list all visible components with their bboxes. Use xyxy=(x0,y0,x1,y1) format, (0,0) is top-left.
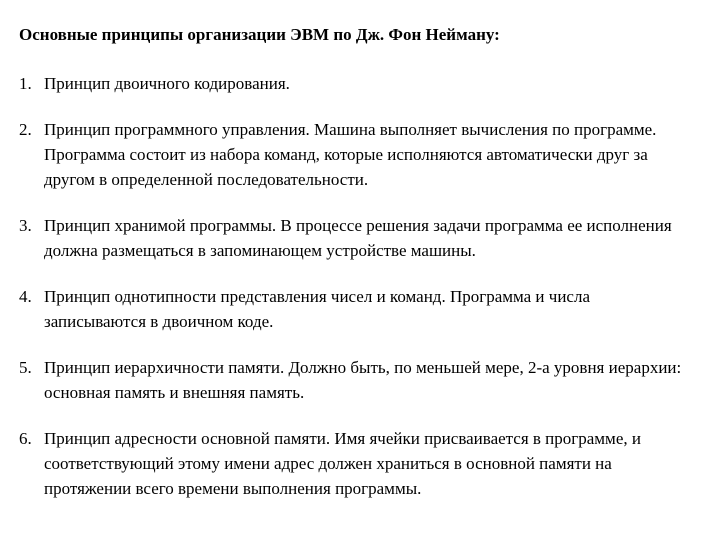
principle-number: 1. xyxy=(19,74,32,93)
principle-item-3 xyxy=(19,213,692,263)
principle-text: Принцип однотипности представления чисел и команд. Программа и числа записываются в двоичном коде. xyxy=(44,287,591,331)
principle-item-4 xyxy=(19,284,692,334)
document-title: Основные принципы организации ЭВМ по Дж. Фон Нейману: xyxy=(19,25,500,44)
principle-number: 5. xyxy=(19,358,32,377)
principle-item-2 xyxy=(19,117,692,192)
principle-text: Принцип двоичного кодирования. xyxy=(44,74,290,93)
principle-number: 2. xyxy=(19,120,32,139)
principle-item-5 xyxy=(19,355,692,405)
principle-number: 3. xyxy=(19,216,32,235)
principle-item-1 xyxy=(19,71,692,96)
principle-number: 4. xyxy=(19,287,32,306)
principle-text: Принцип адресности основной памяти. Имя ячейки присваивается в программе, и соответствующий этому имени адрес должен храниться в основной памяти на протяжении всего времени выполнения программы. xyxy=(44,429,641,498)
principle-item-6 xyxy=(19,426,692,501)
principle-text: Принцип иерархичности памяти. Должно быть, по меньшей мере, 2-а уровня иерархии: основная память и внешняя память. xyxy=(44,358,682,402)
principle-text: Принцип хранимой программы. В процессе решения задачи программа ее исполнения должна размещаться в запоминающем устройстве машины. xyxy=(44,216,672,260)
principle-text: Принцип программного управления. Машина выполняет вычисления по программе. Программа состоит из набора команд, которые исполняются автоматически друг за другом в определенной последовательности. xyxy=(44,120,657,189)
principles-list xyxy=(19,71,692,501)
principle-number: 6. xyxy=(19,429,32,448)
